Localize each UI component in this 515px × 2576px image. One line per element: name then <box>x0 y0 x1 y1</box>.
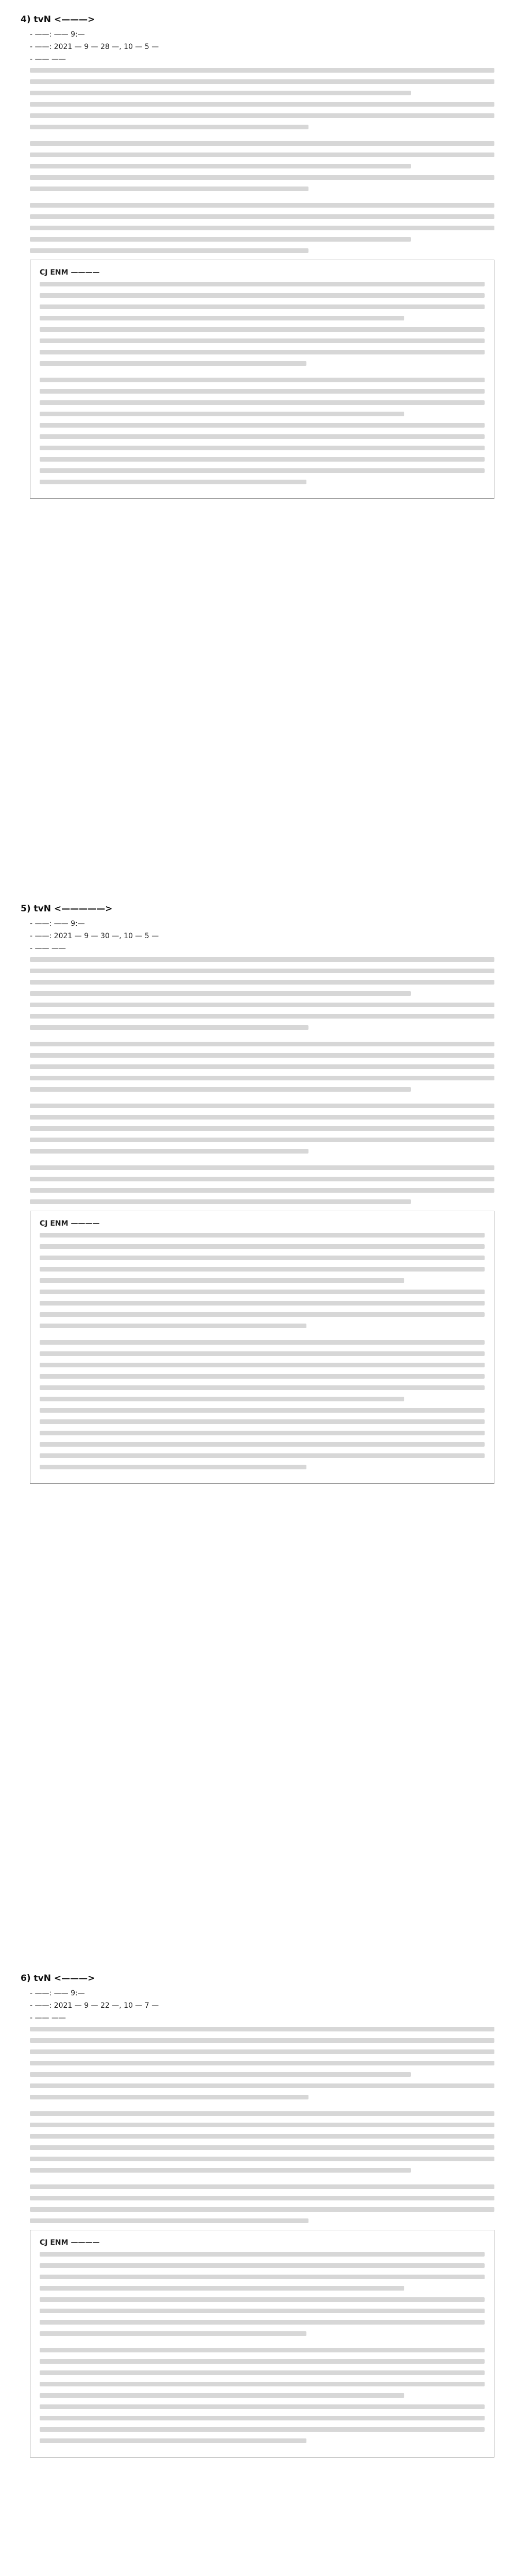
summary-text <box>30 957 494 1204</box>
cj-enm-box <box>30 2230 494 2458</box>
meta-date: - ——: 2021 — 9 — 30 —, 10 — 5 — <box>30 932 159 940</box>
summary-text <box>30 68 494 253</box>
meta-time: - ——: —— 9:— <box>30 30 85 39</box>
section-6 <box>21 1973 494 2576</box>
section-title: 4) tvN <———> <box>21 14 95 25</box>
meta-time: - ——: —— 9:— <box>30 1989 85 1997</box>
cj-enm-box <box>30 1211 494 1484</box>
section-title: 5) tvN <—————> <box>21 904 113 914</box>
meta-summary-label: - —— —— <box>30 55 66 63</box>
section-4 <box>21 14 494 885</box>
section-title: 6) tvN <———> <box>21 1973 95 1984</box>
meta-date: - ——: 2021 — 9 — 22 —, 10 — 7 — <box>30 2002 159 2010</box>
box-title: CJ ENM ———— <box>40 268 100 277</box>
box-title: CJ ENM ———— <box>40 1219 100 1228</box>
section-5 <box>21 904 494 1955</box>
box-title: CJ ENM ———— <box>40 2239 100 2247</box>
meta-date: - ——: 2021 — 9 — 28 —, 10 — 5 — <box>30 43 159 51</box>
meta-summary-label: - —— —— <box>30 2014 66 2022</box>
meta-time: - ——: —— 9:— <box>30 920 85 928</box>
cj-enm-box <box>30 260 494 499</box>
summary-text <box>30 2027 494 2223</box>
meta-summary-label: - —— —— <box>30 944 66 953</box>
